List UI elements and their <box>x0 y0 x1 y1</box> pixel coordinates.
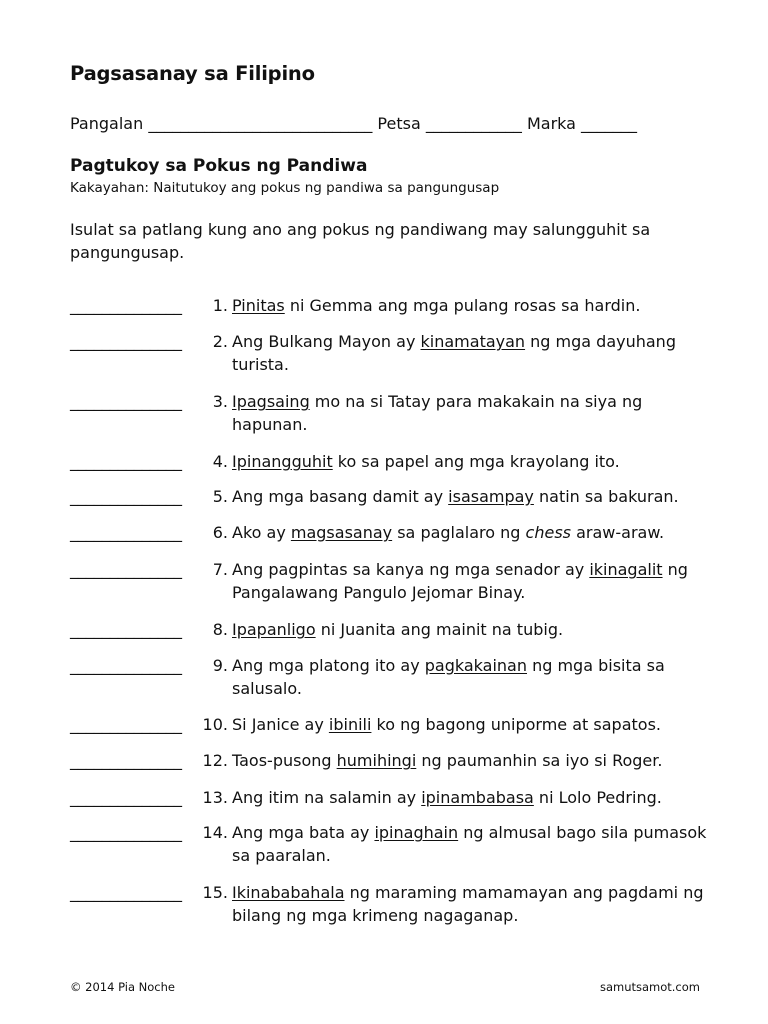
question-number: 13. <box>202 788 228 807</box>
answer-blank[interactable]: ______________ <box>70 296 182 315</box>
question-number: 1. <box>212 296 228 315</box>
answer-blank[interactable]: ______________ <box>70 392 182 411</box>
date-label: Petsa <box>377 114 421 133</box>
underlined-verb: kinamatayan <box>420 332 526 351</box>
student-info-line <box>70 114 720 133</box>
underlined-verb: ibinili <box>328 715 372 734</box>
answer-blank[interactable]: ______________ <box>70 751 182 770</box>
sentence-before: Ang mga platong ito ay <box>232 656 425 675</box>
question-text <box>232 450 712 473</box>
question-number: 5. <box>212 487 228 506</box>
sentence-before: Ang pagpintas sa kanya ng mga senador ay <box>232 560 590 579</box>
question-number: 8. <box>212 620 228 639</box>
answer-blank[interactable]: ______________ <box>70 788 182 807</box>
question-text <box>232 558 712 604</box>
question-text <box>232 390 712 436</box>
underlined-verb: Ikinababahala <box>232 883 345 902</box>
sentence-after: ko ng bagong uniporme at sapatos. <box>371 715 661 734</box>
question-number: 9. <box>212 656 228 675</box>
sentence-after-2: araw-araw. <box>571 523 665 542</box>
copyright-text: © 2014 Pia Noche <box>70 980 175 994</box>
answer-blank[interactable]: ______________ <box>70 656 182 675</box>
page-title: Pagsasanay sa Filipino <box>70 62 315 85</box>
underlined-verb: ipinambabasa <box>421 788 534 807</box>
sentence-before: Si Janice ay <box>232 715 329 734</box>
instructions: Isulat sa patlang kung ano ang pokus ng pandiwang may salungguhit sa pangungusap. <box>70 220 651 262</box>
sentence-before: Ang Bulkang Mayon ay <box>232 332 421 351</box>
question-text <box>232 330 712 376</box>
question-number: 3. <box>212 392 228 411</box>
sentence-after: mo na si Tatay para makakain na siya ng hapunan. <box>232 392 643 434</box>
question-text <box>232 749 712 772</box>
underlined-verb: humihingi <box>336 751 417 770</box>
sentence-before: Taos-pusong <box>232 751 337 770</box>
underlined-verb: pagkakainan <box>424 656 527 675</box>
sentence-after: ng maraming mamamayan ang pagdami ng bilang ng mga krimeng nagaganap. <box>232 883 704 925</box>
sentence-after: ng Pangalawang Pangulo Jejomar Binay. <box>232 560 688 602</box>
sentence-after: ni Juanita ang mainit na tubig. <box>315 620 564 639</box>
question-number: 4. <box>212 452 228 471</box>
date-blank[interactable]: ____________ <box>425 114 522 133</box>
website-text: samutsamot.com <box>599 980 700 994</box>
sentence-after: ng paumanhin sa iyo si Roger. <box>416 751 663 770</box>
question-number: 15. <box>202 883 228 902</box>
answer-blank[interactable]: ______________ <box>70 452 182 471</box>
answer-blank[interactable]: ______________ <box>70 332 182 351</box>
sentence-after: ng mga dayuhang turista. <box>232 332 676 374</box>
sentence-after: ng almusal bago sila pumasok sa paaralan. <box>232 823 707 865</box>
underlined-verb: magsasanay <box>290 523 393 542</box>
answer-blank[interactable]: ______________ <box>70 883 182 902</box>
name-blank[interactable]: ____________________________ <box>148 114 373 133</box>
sentence-after: ni Lolo Pedring. <box>533 788 662 807</box>
answer-blank[interactable]: ______________ <box>70 715 182 734</box>
question-number: 12. <box>202 751 228 770</box>
question-number: 14. <box>202 823 228 842</box>
question-number: 2. <box>212 332 228 351</box>
answer-blank[interactable]: ______________ <box>70 620 182 639</box>
underlined-verb: ipinaghain <box>374 823 459 842</box>
sentence-before: Ang itim na salamin ay <box>232 788 422 807</box>
name-label: Pangalan <box>70 114 144 133</box>
question-text <box>232 786 712 809</box>
sentence-after: ni Gemma ang mga pulang rosas sa hardin. <box>284 296 641 315</box>
underlined-verb: ikinagalit <box>589 560 663 579</box>
section-title: Pagtukoy sa Pokus ng Pandiwa <box>70 156 368 176</box>
sentence-after: ng mga bisita sa salusalo. <box>232 656 665 698</box>
answer-blank[interactable]: ______________ <box>70 487 182 506</box>
underlined-verb: Ipagsaing <box>232 392 310 411</box>
sentence-after: sa paglalaro ng <box>392 523 526 542</box>
answer-blank[interactable]: ______________ <box>70 560 182 579</box>
underlined-verb: Pinitas <box>232 296 285 315</box>
question-number: 6. <box>212 523 228 542</box>
skill-statement: Kakayahan: Naitutukoy ang pokus ng pandiwa sa pangungusap <box>70 180 500 196</box>
question-text <box>232 713 712 736</box>
underlined-verb: Ipapanligo <box>232 620 316 639</box>
question-text <box>232 821 712 867</box>
score-blank[interactable]: _______ <box>581 114 638 133</box>
question-text <box>232 485 712 508</box>
question-number: 7. <box>212 560 228 579</box>
question-text <box>232 881 712 927</box>
underlined-verb: isasampay <box>448 487 534 506</box>
sentence-after: natin sa bakuran. <box>533 487 679 506</box>
sentence-after: ko sa papel ang mga krayolang ito. <box>332 452 620 471</box>
question-text <box>232 521 712 544</box>
answer-blank[interactable]: ______________ <box>70 523 182 542</box>
sentence-before: Ang mga basang damit ay <box>232 487 449 506</box>
question-text <box>232 618 712 641</box>
answer-blank[interactable]: ______________ <box>70 823 182 842</box>
question-number: 10. <box>202 715 228 734</box>
italic-word: chess <box>525 523 571 542</box>
sentence-before: Ako ay <box>232 523 291 542</box>
sentence-before: Ang mga bata ay <box>232 823 375 842</box>
question-text <box>232 654 712 700</box>
question-text <box>232 294 712 317</box>
underlined-verb: Ipinangguhit <box>232 452 333 471</box>
score-label: Marka <box>526 114 576 133</box>
